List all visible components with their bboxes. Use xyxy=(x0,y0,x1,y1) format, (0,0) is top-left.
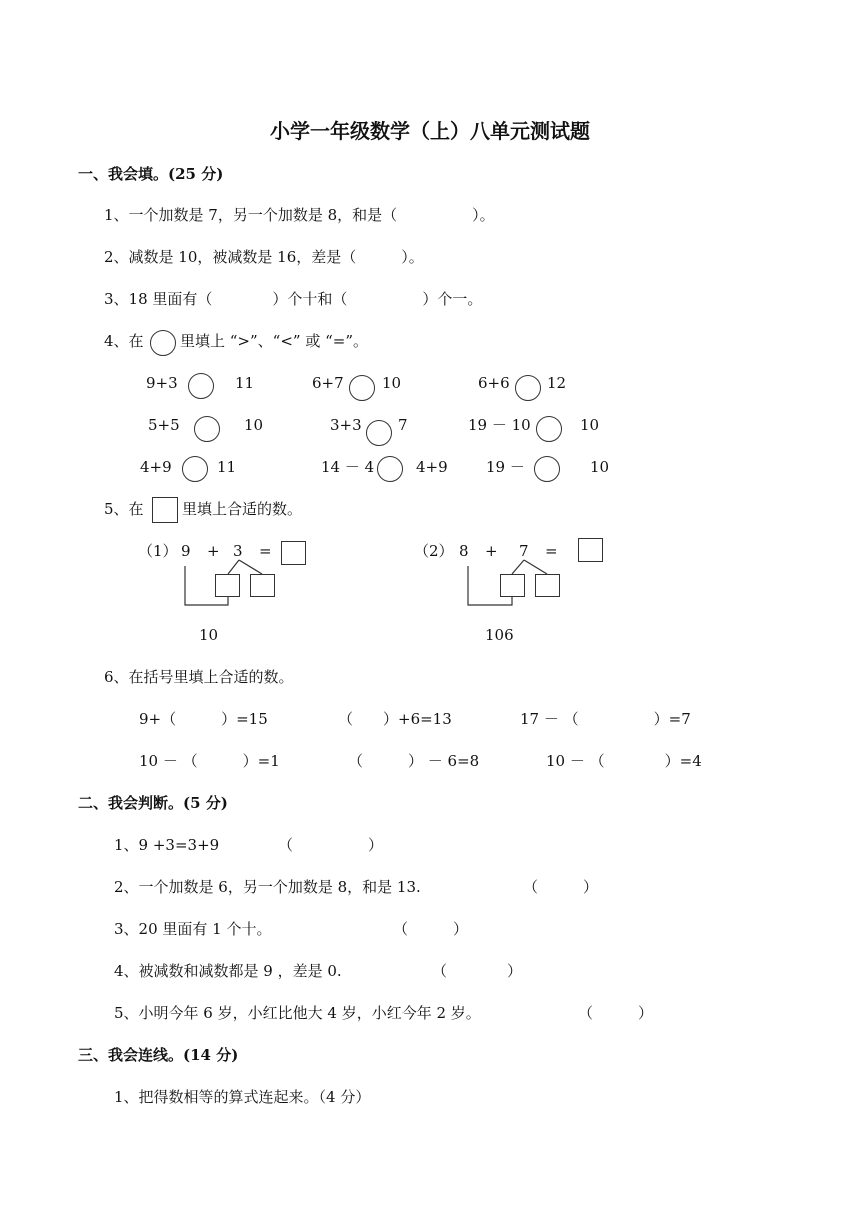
split-box[interactable] xyxy=(500,574,525,597)
compare-circle[interactable] xyxy=(377,456,403,482)
judge-item: 1、9 +3=3+9 xyxy=(114,836,220,854)
compare-circle[interactable] xyxy=(515,375,541,401)
compare-circle[interactable] xyxy=(188,373,214,399)
compare-circle[interactable] xyxy=(349,375,375,401)
compare-expr: 4+9 xyxy=(140,458,172,476)
fill-blank-item[interactable]: 10 － （ ）=1 xyxy=(139,752,280,770)
compare-expr: 5+5 xyxy=(148,416,180,434)
compare-value: 4+9 xyxy=(416,458,448,476)
question-3-1: 1、把得数相等的算式连起来。（4 分） xyxy=(114,1088,371,1106)
compare-value: 10 xyxy=(580,416,600,434)
split-box[interactable] xyxy=(215,574,240,597)
judge-paren[interactable]: （ ） xyxy=(578,1004,654,1022)
addend-a: 8 xyxy=(459,542,469,560)
compare-value: 10 xyxy=(590,458,610,476)
below-number: 10 xyxy=(199,626,219,644)
compare-value: 10 xyxy=(244,416,264,434)
section-1-heading: 一、我会填。(25 分) xyxy=(78,165,224,183)
answer-box[interactable] xyxy=(578,538,603,562)
compare-expr: 6+6 xyxy=(478,374,510,392)
question-1-5-prefix: 5、在 xyxy=(104,500,144,518)
fill-blank-item[interactable]: 9+（ ）=15 xyxy=(139,710,268,728)
plus-sign: + xyxy=(207,542,220,560)
below-number: 106 xyxy=(485,626,514,644)
compare-circle[interactable] xyxy=(536,416,562,442)
compare-circle[interactable] xyxy=(182,456,208,482)
part-label: （2） xyxy=(414,542,454,560)
question-1-2: 2、减数是 10，被减数是 16，差是（ ）。 xyxy=(104,248,424,266)
example-box-icon xyxy=(152,497,178,523)
fill-blank-item[interactable]: （ ） － 6=8 xyxy=(348,752,480,770)
compare-expr: 3+3 xyxy=(330,416,362,434)
compare-circle[interactable] xyxy=(366,420,392,446)
judge-item: 4、被减数和减数都是 9 ，差是 0. xyxy=(114,962,342,980)
compare-value: 10 xyxy=(382,374,402,392)
answer-box[interactable] xyxy=(281,541,306,565)
question-1-5-suffix: 里填上合适的数。 xyxy=(182,500,303,518)
question-1-6: 6、在括号里填上合适的数。 xyxy=(104,668,294,686)
compare-expr: 19 － 10 xyxy=(468,416,531,434)
fill-blank-item[interactable]: （ ）+6=13 xyxy=(338,710,452,728)
compare-value: 7 xyxy=(398,416,408,434)
split-box[interactable] xyxy=(250,574,275,597)
equals-sign: = xyxy=(545,542,558,560)
compare-value: 11 xyxy=(235,374,255,392)
question-1-4-suffix: 里填上 “>”、“<” 或 “=”。 xyxy=(180,332,369,350)
example-circle-icon xyxy=(150,330,176,356)
section-3-heading: 三、我会连线。(14 分) xyxy=(78,1046,239,1064)
question-1-1: 1、一个加数是 7，另一个加数是 8，和是（ ）。 xyxy=(104,206,495,224)
compare-circle[interactable] xyxy=(194,416,220,442)
addend-b: 7 xyxy=(519,542,529,560)
compare-expr: 9+3 xyxy=(146,374,178,392)
compare-value: 11 xyxy=(217,458,237,476)
plus-sign: + xyxy=(485,542,498,560)
question-1-4-prefix: 4、在 xyxy=(104,332,144,350)
compare-expr: 14 － 4 xyxy=(321,458,375,476)
judge-item: 5、小明今年 6 岁，小红比他大 4 岁，小红今年 2 岁。 xyxy=(114,1004,481,1022)
judge-paren[interactable]: （ ） xyxy=(393,920,469,938)
judge-paren[interactable]: （ ） xyxy=(523,878,599,896)
judge-item: 3、20 里面有 1 个十。 xyxy=(114,920,272,938)
question-1-3: 3、18 里面有（ ）个十和（ ）个一。 xyxy=(104,290,483,308)
addend-a: 9 xyxy=(181,542,191,560)
part-label: （1） xyxy=(138,542,178,560)
judge-paren[interactable]: （ ） xyxy=(278,836,384,854)
judge-paren[interactable]: （ ） xyxy=(432,962,523,980)
equals-sign: = xyxy=(259,542,272,560)
addend-b: 3 xyxy=(233,542,243,560)
fill-blank-item[interactable]: 10 － （ ）=4 xyxy=(546,752,702,770)
split-box[interactable] xyxy=(535,574,560,597)
judge-item: 2、一个加数是 6，另一个加数是 8，和是 13. xyxy=(114,878,421,896)
fill-blank-item[interactable]: 17 － （ ）=7 xyxy=(520,710,691,728)
compare-circle[interactable] xyxy=(534,456,560,482)
page-title: 小学一年级数学（上）八单元测试题 xyxy=(270,119,590,143)
compare-value: 12 xyxy=(547,374,567,392)
section-2-heading: 二、我会判断。(5 分) xyxy=(78,794,228,812)
compare-expr: 6+7 xyxy=(312,374,344,392)
compare-expr: 19 － xyxy=(486,458,525,476)
